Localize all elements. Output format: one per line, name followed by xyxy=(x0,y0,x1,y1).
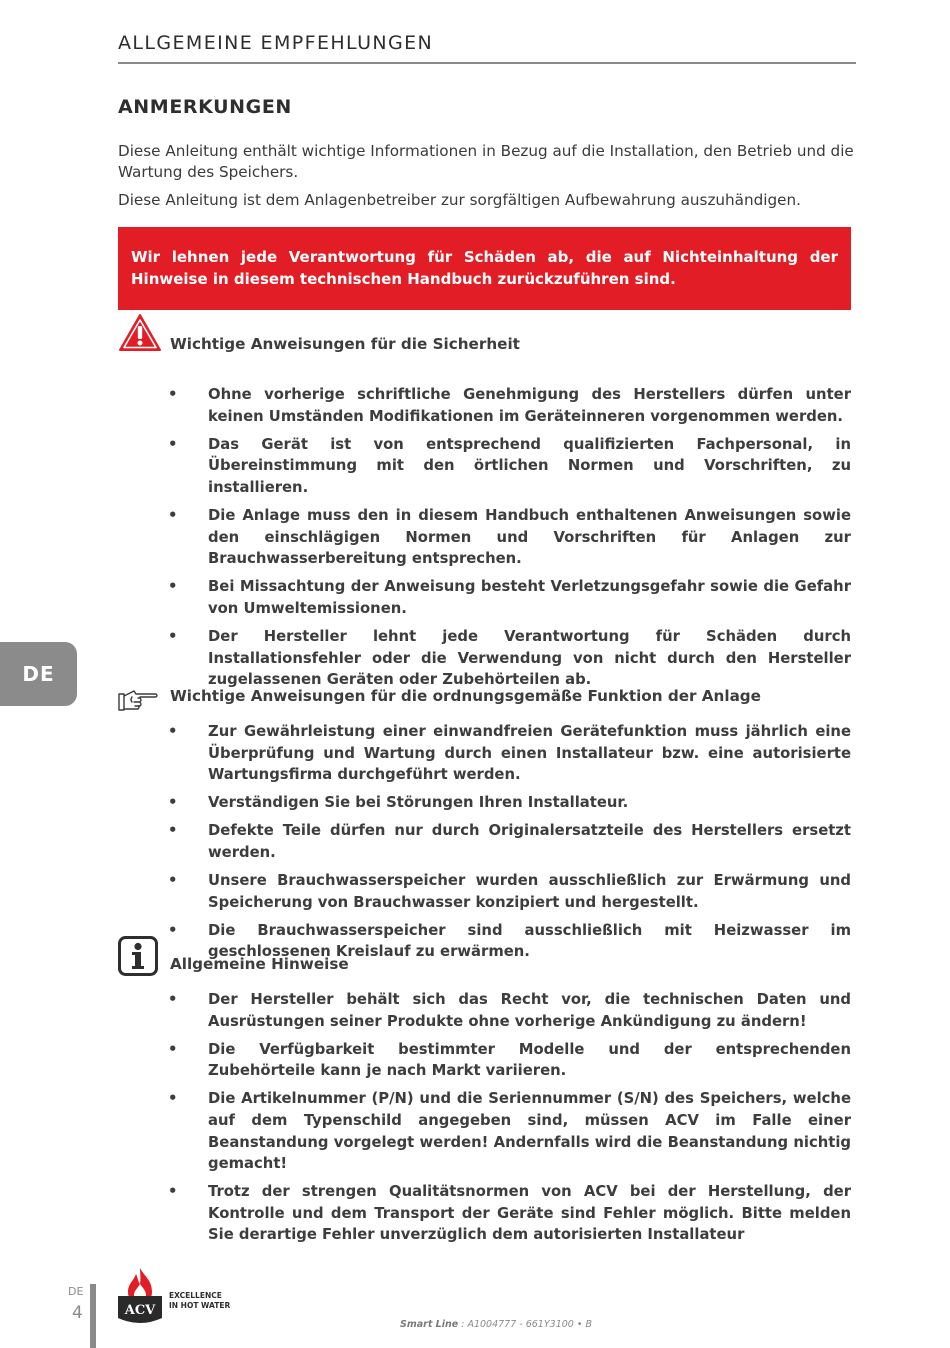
bullet: • xyxy=(168,872,178,890)
info-icon xyxy=(118,936,158,980)
safety-heading: Wichtige Anweisungen für die Sicherheit xyxy=(170,335,520,353)
intro-paragraph-1: Diese Anleitung enthält wichtige Informationen in Bezug auf die Installation, den Betrieb und die Wartung des Speichers. xyxy=(118,142,854,181)
list-item: • Unsere Brauchwasserspeicher wurden ausschließlich zur Erwärmung und Speicherung von Brauchwasser konzipiert und hergestellt. xyxy=(168,872,851,911)
list-item: • Die Artikelnummer (P/N) und die Seriennummer (S/N) des Speichers, welche auf dem Typenschild angegeben sind, müssen ACV im Falle einer Beanstandung vorgelegt werden! Andernfalls wird die Beanstandung nichtig gemacht! xyxy=(168,1090,851,1173)
bullet: • xyxy=(168,1090,178,1108)
section-title: ANMERKUNGEN xyxy=(118,96,292,118)
bullet: • xyxy=(168,386,178,403)
page-number: 4 xyxy=(72,1303,83,1323)
list-item: • Verständigen Sie bei Störungen Ihren Installateur. xyxy=(168,792,851,814)
bullet: • xyxy=(168,627,178,645)
general-list xyxy=(168,989,851,1253)
list-item: • Zur Gewährleistung einer einwandfreien Gerätefunktion muss jährlich eine Überprüfung und Wartung durch einen Installateur bzw. eine autorisierte Wartungsfirma durchgeführt werden. xyxy=(168,723,851,784)
bullet: • xyxy=(168,506,178,524)
bullet: • xyxy=(168,1183,178,1201)
bullet: • xyxy=(168,723,178,740)
list-item: • Die Brauchwasserspeicher sind ausschließlich mit Heizwasser im geschlossenen Kreislauf zu erwärmen. xyxy=(168,921,851,961)
list-item: • Das Gerät ist von entsprechend qualifizierten Fachpersonal, in Übereinstimmung mit den örtlichen Normen und Vorschriften, zu installieren. xyxy=(168,435,851,496)
bullet: • xyxy=(168,435,178,453)
language-tab: DE xyxy=(0,642,77,706)
bullet: • xyxy=(168,921,178,939)
liability-warning-text: Wir lehnen jede Verantwortung für Schäden ab, die auf Nichteinhaltung der Hinweise in diesem technischen Handbuch zurückzuführen sind. xyxy=(131,248,838,288)
product-name: Smart Line xyxy=(400,1319,459,1330)
list-item: • Trotz der strengen Qualitätsnormen von ACV bei der Herstellung, der Kontrolle und dem Transport der Geräte sind Fehler möglich. Bitte melden Sie derartige Fehler unverzüglich dem autorisierten Installateur xyxy=(168,1183,851,1244)
operation-heading: Wichtige Anweisungen für die ordnungsgemäße Funktion der Anlage xyxy=(170,687,761,705)
list-item: • Der Hersteller behält sich das Recht vor, die technischen Daten und Ausrüstungen seiner Produkte ohne vorherige Ankündigung zu ändern! xyxy=(168,991,851,1030)
list-item: • Die Verfügbarkeit bestimmter Modelle und der entsprechenden Zubehörteile kann je nach Markt variieren. xyxy=(168,1040,851,1080)
reference-code: : A1004777 - 661Y3100 • B xyxy=(458,1319,592,1330)
footer-language: DE xyxy=(68,1285,84,1298)
warning-triangle-icon xyxy=(118,313,162,357)
bullet: • xyxy=(168,991,178,1008)
bullet: • xyxy=(168,1040,178,1058)
list-item: • Defekte Teile dürfen nur durch Originalersatzteile des Herstellers ersetzt werden. xyxy=(168,822,851,861)
list-item: • Der Hersteller lehnt jede Verantwortung für Schäden durch Installationsfehler oder die Verwendung von nicht durch den Hersteller zugelassenen Geräten oder Zubehörteilen ab. xyxy=(168,627,851,689)
acv-logo xyxy=(116,1266,164,1332)
bullet: • xyxy=(168,794,178,812)
list-item: • Ohne vorherige schriftliche Genehmigung des Herstellers dürfen unter keinen Umständen Modifikationen im Geräteinneren vorgenommen werden. xyxy=(168,386,851,425)
bullet: • xyxy=(168,578,178,596)
page-header-title: ALLGEMEINE EMPFEHLUNGEN xyxy=(118,32,434,54)
operation-list xyxy=(168,721,851,969)
logo-tagline: EXCELLENCE IN HOT WATER xyxy=(169,1291,231,1310)
pointing-hand-icon xyxy=(118,688,160,718)
list-item: • Bei Missachtung der Anweisung besteht Verletzungsgefahr sowie die Gefahr von Umweltemissionen. xyxy=(168,578,851,617)
header-divider xyxy=(118,62,856,64)
intro-paragraph-2: Diese Anleitung ist dem Anlagenbetreiber zur sorgfältigen Aufbewahrung auszuhändigen. xyxy=(118,191,801,209)
footer-bar xyxy=(90,1284,96,1348)
document-reference xyxy=(400,1319,592,1330)
logo-text: ACV xyxy=(124,1303,156,1318)
list-item: • Die Anlage muss den in diesem Handbuch enthaltenen Anweisungen sowie den einschlägigen Normen und Vorschriften für Anlagen zur Brauchwasserbereitung entsprechen. xyxy=(168,506,851,568)
bullet: • xyxy=(168,822,178,840)
safety-list xyxy=(168,384,851,697)
liability-warning-box xyxy=(118,227,851,310)
general-heading: Allgemeine Hinweise xyxy=(170,955,349,973)
